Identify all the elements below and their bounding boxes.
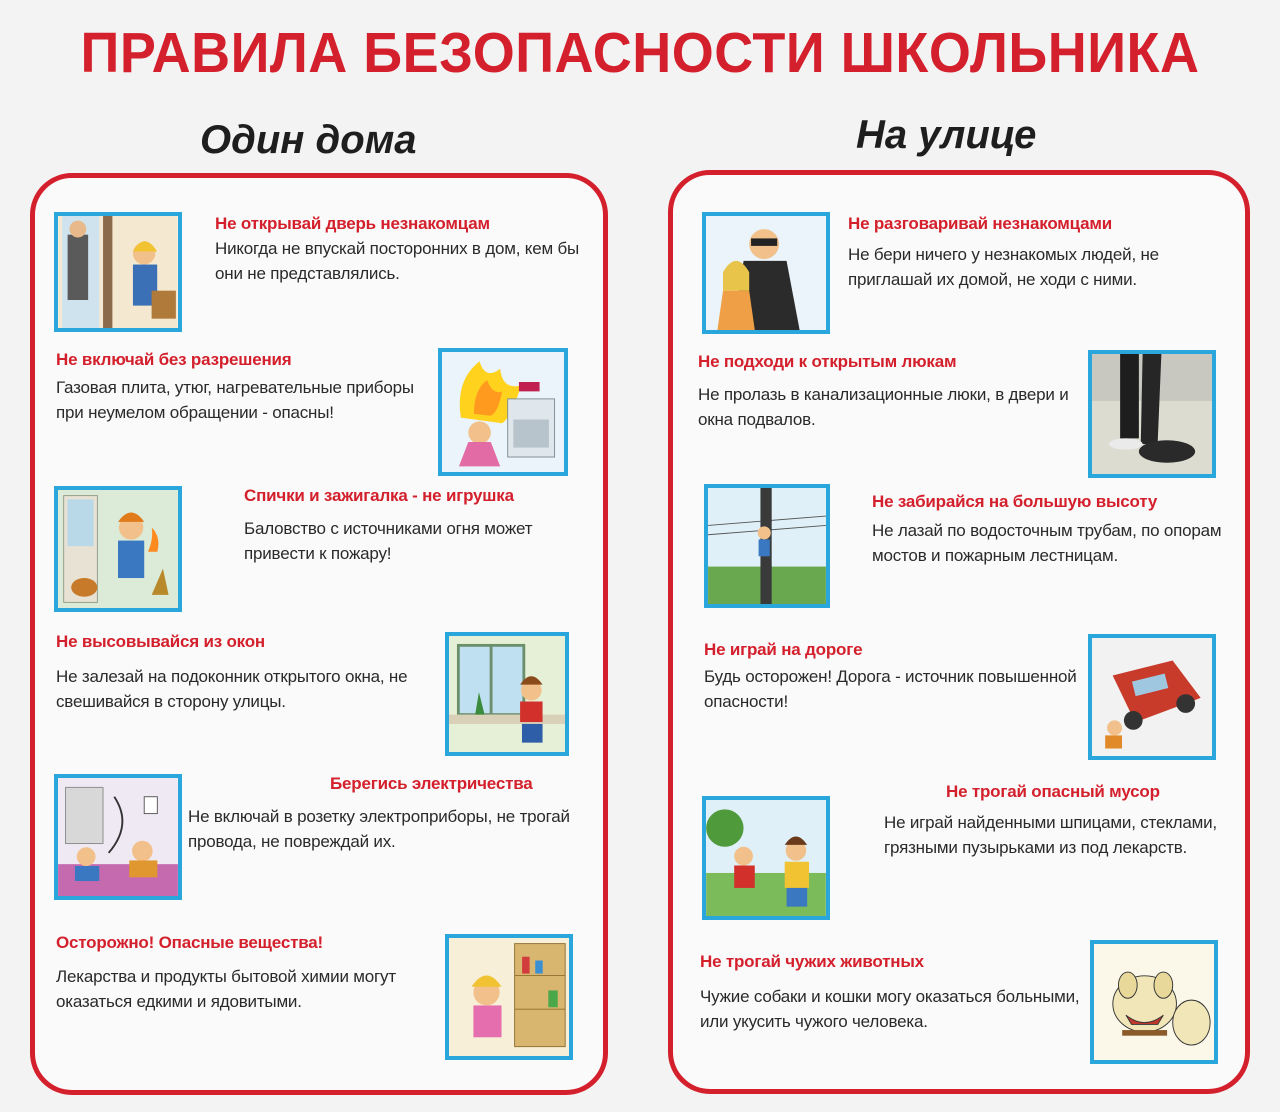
item-text: Никогда не впускай посторонних в дом, кем бы они не представлялись. <box>215 239 580 283</box>
item-text: Баловство с источниками огня может привести к пожару! <box>244 519 533 563</box>
item-title: Не разговаривай незнакомцами <box>848 214 1113 233</box>
matches-fire-picture <box>54 486 182 612</box>
item-text: Не играй найденными шпицами, стеклами, грязными пузырьками из под лекарств. <box>884 813 1217 857</box>
stove-fire-picture <box>438 348 568 476</box>
chemicals-picture <box>445 934 573 1060</box>
dog-picture <box>1090 940 1218 1064</box>
item-title: Не трогай чужих животных <box>700 952 924 971</box>
window-child-picture <box>445 632 569 756</box>
item-title: Берегись электричества <box>330 774 533 793</box>
item-text: Лекарства и продукты бытовой химии могут оказаться едкими и ядовитыми. <box>56 967 396 1011</box>
right-column-heading: На улице <box>856 113 1037 157</box>
manhole-picture <box>1088 350 1216 478</box>
item-title: Не играй на дороге <box>704 640 863 659</box>
item-text: Не лазай по водосточным трубам, по опорам мостов и пожарным лестницам. <box>872 521 1222 565</box>
item-text: Не бери ничего у незнакомых людей, не приглашай их домой, не ходи с ними. <box>848 245 1159 289</box>
road-car-picture <box>1088 634 1216 760</box>
garbage-picture <box>702 796 830 920</box>
item-title: Не забирайся на большую высоту <box>872 492 1158 511</box>
item-text: Газовая плита, утюг, нагревательные приборы при неумелом обращении - опасны! <box>56 378 414 422</box>
stranger-picture <box>702 212 830 334</box>
item-title: Не высовывайся из окон <box>56 632 266 651</box>
item-text: Чужие собаки и кошки могу оказаться больными, или укусить чужого человека. <box>700 987 1080 1031</box>
item-title: Не трогай опасный мусор <box>946 782 1160 801</box>
left-column-heading: Один дома <box>200 118 417 162</box>
item-title: Не включай без разрешения <box>56 350 292 369</box>
item-text: Будь осторожен! Дорога - источник повышенной опасности! <box>704 667 1077 711</box>
item-title: Не открывай дверь незнакомцам <box>215 214 490 233</box>
item-text: Не залезай на подоконник открытого окна, не свешивайся в сторону улицы. <box>56 667 408 711</box>
item-title: Спички и зажигалка - не игрушка <box>244 486 514 505</box>
item-title: Не подходи к открытым люкам <box>698 352 957 371</box>
item-text: Не пролазь в канализационные люки, в двери и окна подвалов. <box>698 385 1069 429</box>
item-title: Осторожно! Опасные вещества! <box>56 933 323 952</box>
door-stranger-picture <box>54 212 182 332</box>
climbing-pole-picture <box>704 484 830 608</box>
item-text: Не включай в розетку электроприборы, не трогай провода, не повреждай их. <box>188 807 570 851</box>
electricity-picture <box>54 774 182 900</box>
page-title: ПРАВИЛА БЕЗОПАСНОСТИ ШКОЛЬНИКА <box>80 21 1200 85</box>
